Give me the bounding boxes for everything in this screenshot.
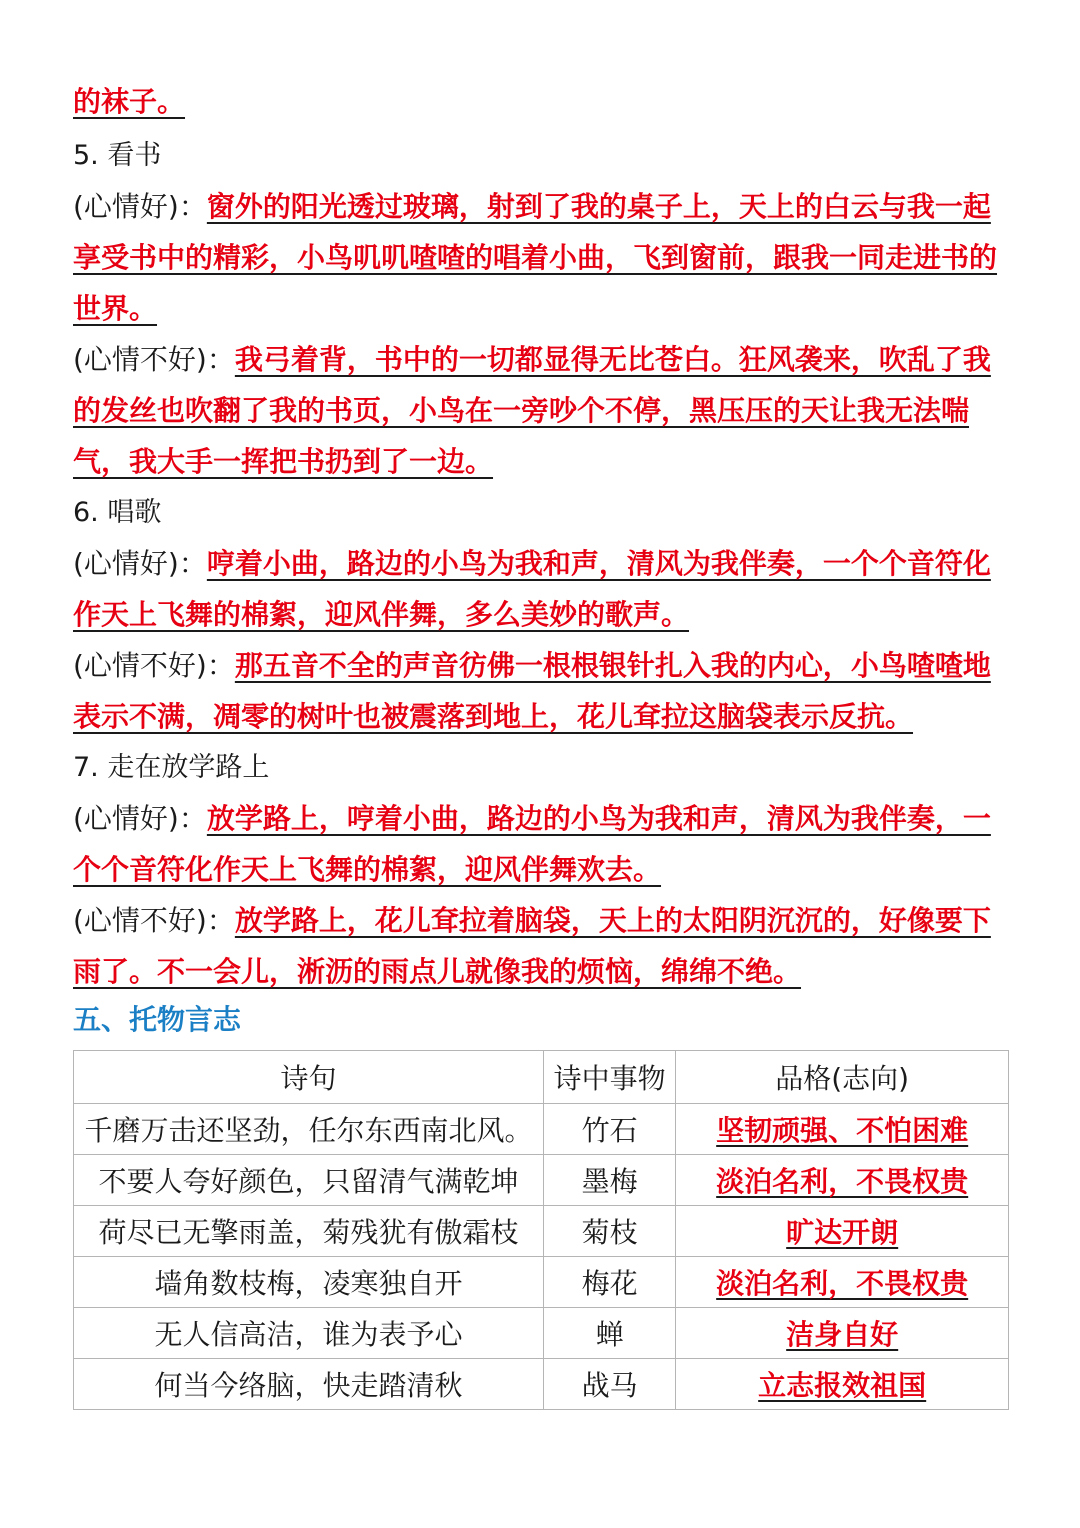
quality-cell [676, 1206, 1009, 1257]
good-mood-answer: 窗外的阳光透过玻璃，射到了我的桌子上，天上的白云与我一起享受书中的精彩，小鸟叽叽喳喳的唱着小曲，飞到窗前，跟我一同走进书的世界。 [73, 190, 998, 325]
good-mood-paragraph [73, 181, 1013, 334]
column-header-object: 诗中事物 [543, 1051, 675, 1104]
poem-cell: 墙角数枝梅，凌寒独自开 [74, 1257, 544, 1308]
fragment-line [73, 76, 1013, 127]
quality-cell [676, 1257, 1009, 1308]
bad-mood-label: (心情不好)： [73, 904, 235, 937]
object-cell: 战马 [543, 1359, 675, 1410]
poem-cell: 无人信高洁，谁为表予心 [74, 1308, 544, 1359]
bad-mood-label: (心情不好)： [73, 649, 235, 682]
quality-cell [676, 1104, 1009, 1155]
object-cell: 竹石 [543, 1104, 675, 1155]
poem-cell: 荷尽已无擎雨盖，菊残犹有傲霜枝 [74, 1206, 544, 1257]
column-header-quality: 品格(志向) [676, 1051, 1009, 1104]
good-mood-paragraph [73, 538, 1013, 640]
quality-cell [676, 1155, 1009, 1206]
quality-cell [676, 1308, 1009, 1359]
good-mood-paragraph [73, 793, 1013, 895]
quality-answer: 坚韧顽强、不怕困难 [716, 1114, 969, 1147]
bad-mood-paragraph [73, 640, 1013, 742]
bad-mood-paragraph [73, 334, 1013, 487]
table-header-row [74, 1051, 1009, 1104]
section-title: 五、托物言志 [73, 1003, 242, 1036]
good-mood-answer: 哼着小曲，路边的小鸟为我和声，清风为我伴奏，一个个音符化作天上飞舞的棉絮，迎风伴舞，多么美妙的歌声。 [73, 547, 991, 631]
poem-cell: 何当今络脑，快走踏清秋 [74, 1359, 544, 1410]
bad-mood-answer: 放学路上，花儿耷拉着脑袋，天上的太阳阴沉沉的，好像要下雨了。不一会儿，淅沥的雨点儿就像我的烦恼，绵绵不绝。 [73, 904, 991, 988]
poem-cell: 千磨万击还坚劲，任尔东西南北风。 [74, 1104, 544, 1155]
object-cell: 菊枝 [543, 1206, 675, 1257]
quality-answer: 淡泊名利，不畏权贵 [716, 1165, 969, 1198]
bad-mood-label: (心情不好)： [73, 343, 235, 376]
table-row [74, 1206, 1009, 1257]
poem-table [73, 1050, 1009, 1410]
bad-mood-answer: 那五音不全的声音彷佛一根根银针扎入我的内心，小鸟喳喳地表示不满，凋零的树叶也被震落到地上，花儿耷拉这脑袋表示反抗。 [73, 649, 991, 733]
table-row [74, 1104, 1009, 1155]
good-mood-label: (心情好)： [73, 190, 207, 223]
good-mood-label: (心情好)： [73, 547, 207, 580]
table-row [74, 1308, 1009, 1359]
quality-answer: 立志报效祖国 [758, 1369, 927, 1402]
good-mood-answer: 放学路上，哼着小曲，路边的小鸟为我和声，清风为我伴奏，一个个音符化作天上飞舞的棉絮，迎风伴舞欢去。 [73, 802, 991, 886]
object-cell: 墨梅 [543, 1155, 675, 1206]
quality-answer: 旷达开朗 [786, 1216, 899, 1249]
item-title: 6. 唱歌 [73, 497, 162, 528]
object-cell: 蝉 [543, 1308, 675, 1359]
table-row [74, 1155, 1009, 1206]
poem-cell: 不要人夸好颜色，只留清气满乾坤 [74, 1155, 544, 1206]
bad-mood-paragraph [73, 895, 1013, 997]
bad-mood-answer: 我弓着背，书中的一切都显得无比苍白。狂风袭来，吹乱了我的发丝也吹翻了我的书页，小鸟在一旁吵个不停，黑压压的天让我无法喘气，我大手一挥把书扔到了一边。 [73, 343, 991, 478]
table-row [74, 1359, 1009, 1410]
column-header-poem: 诗句 [74, 1051, 544, 1104]
item-title: 7. 走在放学路上 [73, 752, 270, 783]
quality-cell [676, 1359, 1009, 1410]
quality-answer: 淡泊名利，不畏权贵 [716, 1267, 969, 1300]
object-cell: 梅花 [543, 1257, 675, 1308]
answer-text: 的袜子。 [73, 85, 186, 118]
good-mood-label: (心情好)： [73, 802, 207, 835]
quality-answer: 洁身自好 [786, 1318, 899, 1351]
table-row [74, 1257, 1009, 1308]
item-title: 5. 看书 [73, 140, 162, 171]
